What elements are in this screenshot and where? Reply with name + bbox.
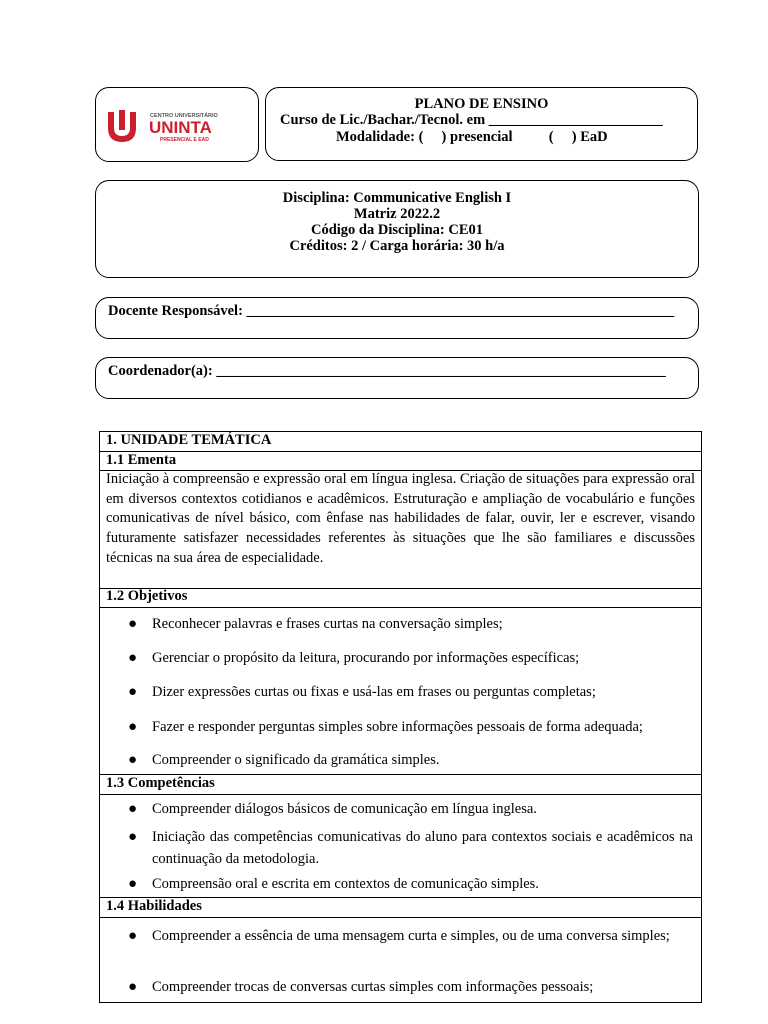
divider [100,607,701,608]
ementa-heading: 1.1 Ementa [106,452,177,468]
list-item: ● Compreender o significado da gramática simples. [128,749,693,771]
coordenador-line: Coordenador(a): ______________________________________________________________ [108,363,666,379]
discipline-code: Código da Disciplina: CE01 [310,222,484,238]
bullet-icon: ● [128,979,138,995]
bullet-icon: ● [128,684,138,700]
list-item: ● Compreender trocas de conversas curtas simples com informações pessoais; [128,976,693,998]
list-item: ● Dizer expressões curtas ou fixas e usá-las em frases ou perguntas completas; [128,681,693,703]
bullet-icon: ● [128,616,138,632]
divider [100,451,701,452]
logo-top-text: CENTRO UNIVERSITÁRIO [150,113,218,119]
discipline-matrix: Matriz 2022.2 [353,206,441,222]
divider [100,917,701,918]
uninta-logo [106,108,246,144]
docente-line: Docente Responsável: ___________________________________________________________ [108,303,675,319]
list-item: ● Iniciação das competências comunicativas do aluno para contextos sociais e acadêmicos na continuação da metodologia. [128,826,693,870]
unidade-tematica-table [99,431,702,1003]
bullet-icon: ● [128,650,138,666]
discipline-box [95,180,699,278]
list-item: ● Compreensão oral e escrita em contextos de comunicação simples. [128,873,693,895]
list-item: ● Reconhecer palavras e frases curtas na conversação simples; [128,613,693,635]
discipline-credits: Créditos: 2 / Carga horária: 30 h/a [289,238,505,254]
divider [100,794,701,795]
section-title: 1. UNIDADE TEMÁTICA [106,432,272,448]
list-item: ● Compreender diálogos básicos de comunicação em língua inglesa. [128,798,693,820]
logo-box [95,87,259,162]
bullet-icon: ● [128,829,138,845]
course-line: Curso de Lic./Bachar./Tecnol. em ________________________ [280,112,663,128]
bullet-icon: ● [128,928,138,944]
logo-brand-text: UNINTA [149,118,212,137]
header-box [265,87,698,161]
coordenador-box [95,357,699,399]
discipline-name: Disciplina: Communicative English I [282,190,512,206]
list-item: ● Compreender a essência de uma mensagem curta e simples, ou de uma conversa simples; [128,925,693,947]
bullet-icon: ● [128,719,138,735]
list-item: ● Fazer e responder perguntas simples sobre informações pessoais de forma adequada; [128,716,693,738]
ementa-text: Iniciação à compreensão e expressão oral em língua inglesa. Criação de situações para expressão oral em diversos contextos cotidianos e acadêmicos. Estruturação e ampliação de vocabulário e funções comunicativas de nível básico, com ênfase nas habilidades de falar, ouvir, ler e escrever, visando futuramente satisfazer necessidades referentes às situações que lhe são familiares e discussões técnicas na sua área de especialidade. [106,471,695,566]
habilidades-heading: 1.4 Habilidades [106,898,202,914]
competencias-heading: 1.3 Competências [106,775,215,791]
list-item: ● Gerenciar o propósito da leitura, procurando por informações específicas; [128,647,693,669]
bullet-icon: ● [128,801,138,817]
bullet-icon: ● [128,752,138,768]
document-title: PLANO DE ENSINO [414,96,549,112]
objetivos-heading: 1.2 Objetivos [106,588,188,604]
modality-line: Modalidade: ( ) presencial ( ) EaD [336,129,608,145]
logo-bottom-text: PRESENCIAL E EAD [160,137,209,143]
docente-box [95,297,699,339]
bullet-icon: ● [128,876,138,892]
divider [100,588,701,589]
